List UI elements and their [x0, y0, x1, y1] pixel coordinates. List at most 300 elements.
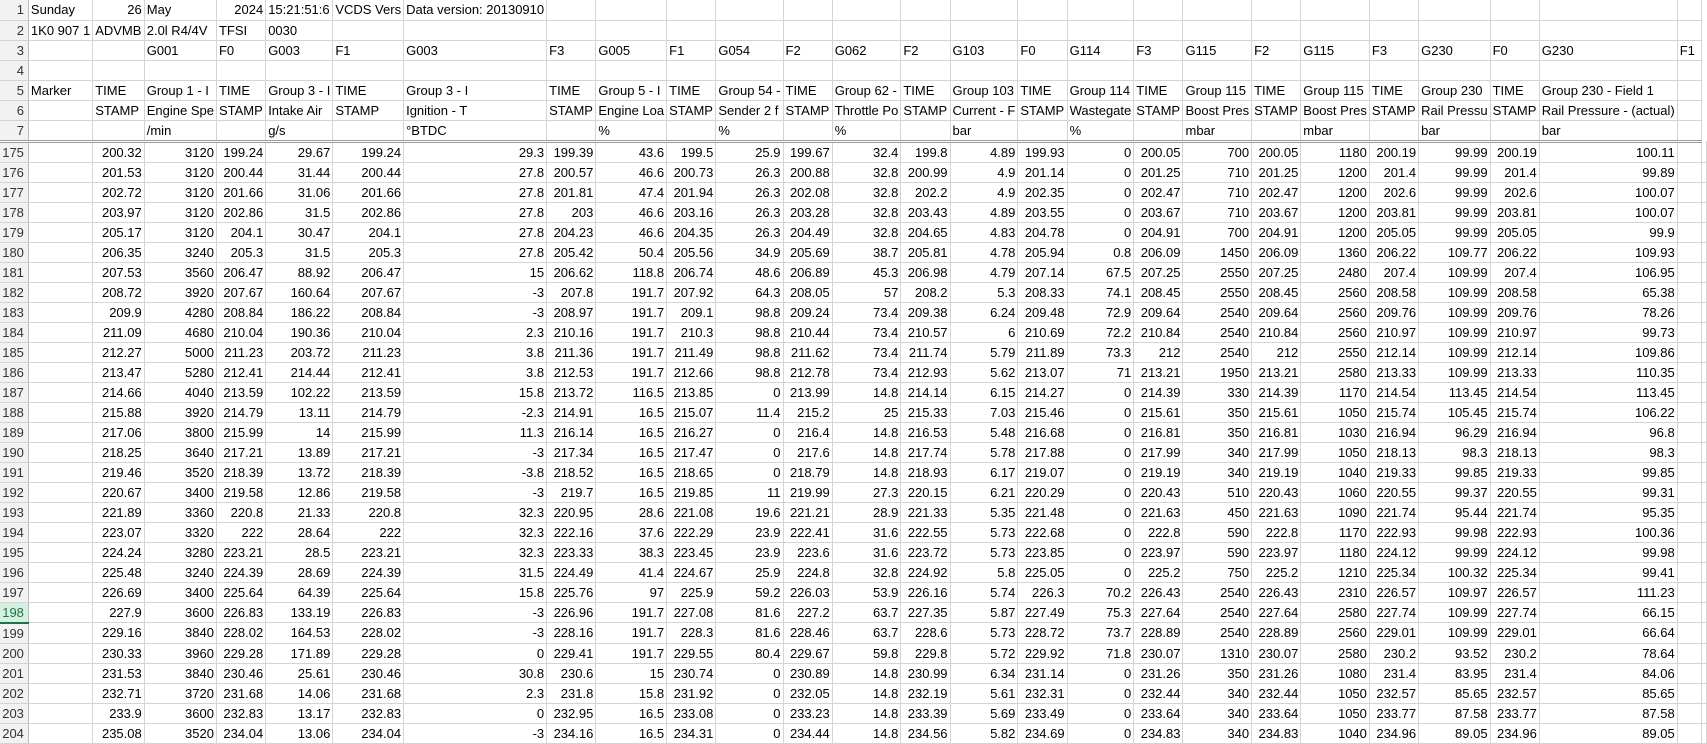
cell[interactable]: 230.99: [901, 663, 950, 683]
cell[interactable]: 0: [1067, 182, 1134, 202]
cell[interactable]: 5.3: [950, 282, 1018, 302]
cell[interactable]: 230.46: [216, 663, 265, 683]
cell[interactable]: 16.5: [596, 703, 667, 723]
cell[interactable]: 27.8: [404, 222, 547, 242]
cell[interactable]: 5.35: [950, 502, 1018, 522]
cell[interactable]: 14.06: [266, 683, 333, 703]
cell[interactable]: 4.9: [950, 182, 1018, 202]
cell[interactable]: 48.6: [716, 262, 783, 282]
cell[interactable]: 85.65: [1419, 683, 1490, 703]
row-header[interactable]: 184: [0, 322, 28, 342]
cell[interactable]: 70.2: [1067, 582, 1134, 602]
cell[interactable]: 222: [333, 522, 404, 542]
cell[interactable]: 2310: [1301, 582, 1370, 602]
cell[interactable]: 214.39: [1252, 382, 1301, 402]
cell[interactable]: [1252, 60, 1301, 80]
cell[interactable]: [1677, 322, 1701, 342]
cell[interactable]: 27.8: [404, 202, 547, 222]
cell[interactable]: [1677, 202, 1701, 222]
cell[interactable]: 12.86: [266, 482, 333, 502]
cell[interactable]: 199.24: [333, 141, 404, 162]
cell[interactable]: 217.88: [1018, 442, 1067, 462]
cell[interactable]: 59.8: [832, 643, 901, 663]
cell[interactable]: 206.09: [1252, 242, 1301, 262]
cell[interactable]: 0: [1067, 382, 1134, 402]
cell[interactable]: 226.57: [1369, 582, 1418, 602]
cell[interactable]: Boost Pres: [1301, 100, 1370, 120]
cell[interactable]: 218.93: [901, 462, 950, 482]
cell[interactable]: 213.85: [667, 382, 716, 402]
cell[interactable]: 207.67: [216, 282, 265, 302]
cell[interactable]: 2480: [1301, 262, 1370, 282]
cell[interactable]: 223.97: [1252, 542, 1301, 562]
cell[interactable]: TIME: [1369, 80, 1418, 100]
cell[interactable]: [1252, 0, 1301, 20]
cell[interactable]: 230.74: [667, 663, 716, 683]
cell[interactable]: 200.05: [1134, 141, 1183, 162]
cell[interactable]: 208.84: [333, 302, 404, 322]
cell[interactable]: 204.23: [547, 222, 596, 242]
cell[interactable]: [596, 0, 667, 20]
cell[interactable]: 2.3: [404, 683, 547, 703]
cell[interactable]: STAMP: [333, 100, 404, 120]
cell[interactable]: [1677, 382, 1701, 402]
cell[interactable]: °BTDC: [404, 120, 547, 141]
cell[interactable]: 0: [716, 442, 783, 462]
cell[interactable]: 209.9: [93, 302, 145, 322]
cell[interactable]: 171.89: [266, 643, 333, 663]
cell[interactable]: 73.4: [832, 322, 901, 342]
cell[interactable]: 31.5: [266, 242, 333, 262]
cell[interactable]: Throttle Po: [832, 100, 901, 120]
cell[interactable]: [404, 20, 547, 40]
cell[interactable]: 200.88: [783, 162, 832, 182]
cell[interactable]: 710: [1183, 162, 1252, 182]
cell[interactable]: 16.5: [596, 422, 667, 442]
cell[interactable]: 191.7: [596, 643, 667, 663]
cell[interactable]: [1702, 442, 1707, 462]
cell[interactable]: [93, 120, 145, 141]
cell[interactable]: 340: [1183, 683, 1252, 703]
cell[interactable]: 73.3: [1067, 342, 1134, 362]
cell[interactable]: 225.64: [216, 582, 265, 602]
cell[interactable]: Data version: 20130910: [404, 0, 547, 20]
cell[interactable]: 212.53: [547, 362, 596, 382]
cell[interactable]: 215.46: [1018, 402, 1067, 422]
cell[interactable]: G003: [266, 40, 333, 60]
cell[interactable]: TIME: [216, 80, 265, 100]
cell[interactable]: 230.89: [783, 663, 832, 683]
cell[interactable]: 64.3: [716, 282, 783, 302]
cell[interactable]: 214.54: [1490, 382, 1539, 402]
cell[interactable]: 231.26: [1252, 663, 1301, 683]
row-header[interactable]: 200: [0, 643, 28, 663]
cell[interactable]: 191.7: [596, 602, 667, 623]
cell[interactable]: F2: [1252, 40, 1301, 60]
cell[interactable]: 6: [950, 322, 1018, 342]
cell[interactable]: G003: [404, 40, 547, 60]
cell[interactable]: 224.12: [1369, 542, 1418, 562]
cell[interactable]: [1018, 60, 1067, 80]
cell[interactable]: 73.4: [832, 302, 901, 322]
cell[interactable]: 26: [93, 0, 145, 20]
cell[interactable]: [1702, 623, 1707, 644]
cell[interactable]: 232.05: [783, 683, 832, 703]
row-header[interactable]: 6: [0, 100, 28, 120]
cell[interactable]: 16.5: [596, 442, 667, 462]
cell[interactable]: 3.8: [404, 362, 547, 382]
cell[interactable]: G062: [832, 40, 901, 60]
cell[interactable]: 199.8: [901, 141, 950, 162]
cell[interactable]: 46.6: [596, 162, 667, 182]
cell[interactable]: 217.21: [333, 442, 404, 462]
cell[interactable]: 15: [596, 663, 667, 683]
cell[interactable]: 234.83: [1252, 723, 1301, 743]
cell[interactable]: 1170: [1301, 522, 1370, 542]
cell[interactable]: 50.4: [596, 242, 667, 262]
cell[interactable]: %: [596, 120, 667, 141]
cell[interactable]: 226.3: [1018, 582, 1067, 602]
cell[interactable]: 11: [716, 482, 783, 502]
cell[interactable]: 0: [716, 422, 783, 442]
cell[interactable]: 224.39: [333, 562, 404, 582]
cell[interactable]: 201.4: [1369, 162, 1418, 182]
cell[interactable]: 3320: [144, 522, 216, 542]
cell[interactable]: 27.8: [404, 162, 547, 182]
cell[interactable]: 100.36: [1539, 522, 1677, 542]
cell[interactable]: 201.4: [1490, 162, 1539, 182]
cell[interactable]: [1369, 0, 1418, 20]
cell[interactable]: TIME: [333, 80, 404, 100]
cell[interactable]: STAMP: [1490, 100, 1539, 120]
cell[interactable]: 223.72: [901, 542, 950, 562]
cell[interactable]: 99.99: [1419, 162, 1490, 182]
cell[interactable]: 212.27: [93, 342, 145, 362]
cell[interactable]: 99.37: [1419, 482, 1490, 502]
cell[interactable]: [1677, 0, 1701, 20]
cell[interactable]: 102.22: [266, 382, 333, 402]
cell[interactable]: 46.6: [596, 202, 667, 222]
cell[interactable]: TIME: [1490, 80, 1539, 100]
row-header[interactable]: 202: [0, 683, 28, 703]
cell[interactable]: 3120: [144, 202, 216, 222]
cell[interactable]: [216, 60, 265, 80]
cell[interactable]: [547, 120, 596, 141]
cell[interactable]: VCDS Vers: [333, 0, 404, 20]
cell[interactable]: [1677, 242, 1701, 262]
cell[interactable]: 233.77: [1490, 703, 1539, 723]
cell[interactable]: 0: [1067, 202, 1134, 222]
cell[interactable]: [1677, 182, 1701, 202]
cell[interactable]: /min: [144, 120, 216, 141]
cell[interactable]: 3120: [144, 182, 216, 202]
cell[interactable]: ADVMB: [93, 20, 145, 40]
cell[interactable]: 232.31: [1018, 683, 1067, 703]
cell[interactable]: 214.79: [216, 402, 265, 422]
cell[interactable]: 225.05: [1018, 562, 1067, 582]
row-header[interactable]: 183: [0, 302, 28, 322]
cell[interactable]: 15.8: [404, 382, 547, 402]
cell[interactable]: [783, 60, 832, 80]
cell[interactable]: 234.69: [1018, 723, 1067, 743]
cell[interactable]: 210.69: [1018, 322, 1067, 342]
cell[interactable]: 233.77: [1369, 703, 1418, 723]
cell[interactable]: 16.5: [596, 723, 667, 743]
cell[interactable]: 227.35: [901, 602, 950, 623]
cell[interactable]: 200.19: [1369, 141, 1418, 162]
cell[interactable]: 228.16: [547, 623, 596, 644]
cell[interactable]: Sender 2 f: [716, 100, 783, 120]
cell[interactable]: 200.73: [667, 162, 716, 182]
cell[interactable]: [1419, 20, 1490, 40]
cell[interactable]: 222.55: [901, 522, 950, 542]
cell[interactable]: 219.07: [1018, 462, 1067, 482]
cell[interactable]: [1702, 683, 1707, 703]
cell[interactable]: 80.4: [716, 643, 783, 663]
cell[interactable]: [1702, 322, 1707, 342]
cell[interactable]: 191.7: [596, 342, 667, 362]
cell[interactable]: 81.6: [716, 623, 783, 644]
cell[interactable]: 31.44: [266, 162, 333, 182]
cell[interactable]: 13.17: [266, 703, 333, 723]
cell[interactable]: 26.3: [716, 222, 783, 242]
cell[interactable]: 231.8: [547, 683, 596, 703]
cell[interactable]: 222.68: [1018, 522, 1067, 542]
cell[interactable]: [28, 703, 92, 723]
cell[interactable]: Group 5 - I: [596, 80, 667, 100]
cell[interactable]: 208.84: [216, 302, 265, 322]
cell[interactable]: 216.94: [1490, 422, 1539, 442]
cell[interactable]: [28, 482, 92, 502]
cell[interactable]: 221.63: [1252, 502, 1301, 522]
cell[interactable]: 205.94: [1018, 242, 1067, 262]
cell[interactable]: [28, 643, 92, 663]
cell[interactable]: 83.95: [1419, 663, 1490, 683]
cell[interactable]: 234.83: [1134, 723, 1183, 743]
row-header[interactable]: 180: [0, 242, 28, 262]
cell[interactable]: 111.23: [1539, 582, 1677, 602]
cell[interactable]: 99.99: [1419, 182, 1490, 202]
cell[interactable]: 219.58: [216, 482, 265, 502]
cell[interactable]: 208.2: [901, 282, 950, 302]
cell[interactable]: 5.69: [950, 703, 1018, 723]
cell[interactable]: 203.43: [901, 202, 950, 222]
cell[interactable]: 32.8: [832, 202, 901, 222]
cell[interactable]: 4280: [144, 302, 216, 322]
cell[interactable]: 160.64: [266, 282, 333, 302]
cell[interactable]: 202.47: [1134, 182, 1183, 202]
cell[interactable]: 32.4: [832, 141, 901, 162]
cell[interactable]: 220.29: [1018, 482, 1067, 502]
cell[interactable]: [901, 20, 950, 40]
cell[interactable]: 222.41: [783, 522, 832, 542]
cell[interactable]: Boost Pres: [1183, 100, 1252, 120]
cell[interactable]: 700: [1183, 222, 1252, 242]
cell[interactable]: 234.44: [783, 723, 832, 743]
cell[interactable]: Current - F: [950, 100, 1018, 120]
cell[interactable]: [1539, 0, 1677, 20]
cell[interactable]: 232.19: [901, 683, 950, 703]
cell[interactable]: 213.59: [333, 382, 404, 402]
cell[interactable]: [1702, 462, 1707, 482]
cell[interactable]: -3: [404, 282, 547, 302]
cell[interactable]: 201.81: [547, 182, 596, 202]
cell[interactable]: -3: [404, 723, 547, 743]
cell[interactable]: 222.16: [547, 522, 596, 542]
cell[interactable]: [28, 723, 92, 743]
cell[interactable]: 234.16: [547, 723, 596, 743]
cell[interactable]: 200.99: [901, 162, 950, 182]
cell[interactable]: 27.3: [832, 482, 901, 502]
row-header[interactable]: 197: [0, 582, 28, 602]
cell[interactable]: [1677, 462, 1701, 482]
cell[interactable]: [1677, 120, 1701, 141]
cell[interactable]: 217.99: [1252, 442, 1301, 462]
cell[interactable]: [1677, 100, 1701, 120]
cell[interactable]: F3: [1369, 40, 1418, 60]
cell[interactable]: 208.05: [783, 282, 832, 302]
cell[interactable]: 228.02: [333, 623, 404, 644]
cell[interactable]: [1490, 120, 1539, 141]
cell[interactable]: [1369, 120, 1418, 141]
cell[interactable]: 220.67: [93, 482, 145, 502]
cell[interactable]: [901, 0, 950, 20]
cell[interactable]: TIME: [783, 80, 832, 100]
cell[interactable]: 224.8: [783, 562, 832, 582]
cell[interactable]: 202.47: [1252, 182, 1301, 202]
cell[interactable]: [547, 60, 596, 80]
cell[interactable]: [28, 502, 92, 522]
cell[interactable]: 234.96: [1490, 723, 1539, 743]
cell[interactable]: [1301, 0, 1370, 20]
cell[interactable]: 32.8: [832, 182, 901, 202]
cell[interactable]: 228.02: [216, 623, 265, 644]
cell[interactable]: 234.56: [901, 723, 950, 743]
cell[interactable]: 215.61: [1252, 402, 1301, 422]
cell[interactable]: 3600: [144, 602, 216, 623]
cell[interactable]: Group 115: [1183, 80, 1252, 100]
cell[interactable]: 109.99: [1419, 623, 1490, 644]
cell[interactable]: [1419, 60, 1490, 80]
cell[interactable]: 25.9: [716, 141, 783, 162]
cell[interactable]: Engine Spe: [144, 100, 216, 120]
cell[interactable]: 191.7: [596, 322, 667, 342]
cell[interactable]: [1301, 20, 1370, 40]
cell[interactable]: 1200: [1301, 202, 1370, 222]
cell[interactable]: [1677, 222, 1701, 242]
cell[interactable]: 209.38: [901, 302, 950, 322]
cell[interactable]: [1702, 342, 1707, 362]
cell[interactable]: 209.48: [1018, 302, 1067, 322]
cell[interactable]: 109.97: [1419, 582, 1490, 602]
cell[interactable]: 1060: [1301, 482, 1370, 502]
cell[interactable]: 28.9: [832, 502, 901, 522]
cell[interactable]: 99.99: [1419, 542, 1490, 562]
cell[interactable]: 220.55: [1490, 482, 1539, 502]
cell[interactable]: 230.6: [547, 663, 596, 683]
cell[interactable]: 210.3: [667, 322, 716, 342]
cell[interactable]: bar: [950, 120, 1018, 141]
cell[interactable]: 1080: [1301, 663, 1370, 683]
cell[interactable]: [1369, 20, 1418, 40]
cell[interactable]: 208.97: [547, 302, 596, 322]
cell[interactable]: 53.9: [832, 582, 901, 602]
cell[interactable]: [1677, 342, 1701, 362]
cell[interactable]: F0: [1490, 40, 1539, 60]
cell[interactable]: [1702, 663, 1707, 683]
cell[interactable]: 225.9: [667, 582, 716, 602]
cell[interactable]: TIME: [1018, 80, 1067, 100]
cell[interactable]: 206.22: [1369, 242, 1418, 262]
cell[interactable]: TIME: [1134, 80, 1183, 100]
cell[interactable]: 230.07: [1252, 643, 1301, 663]
cell[interactable]: 14.8: [832, 442, 901, 462]
cell[interactable]: [28, 542, 92, 562]
cell[interactable]: 207.4: [1490, 262, 1539, 282]
cell[interactable]: 3640: [144, 442, 216, 462]
cell[interactable]: 211.74: [901, 342, 950, 362]
cell[interactable]: 203.67: [1134, 202, 1183, 222]
row-header[interactable]: 4: [0, 60, 28, 80]
cell[interactable]: G230: [1419, 40, 1490, 60]
cell[interactable]: 2560: [1301, 322, 1370, 342]
cell[interactable]: 0.8: [1067, 242, 1134, 262]
cell[interactable]: 231.4: [1490, 663, 1539, 683]
cell[interactable]: 1200: [1301, 222, 1370, 242]
cell[interactable]: 78.26: [1539, 302, 1677, 322]
cell[interactable]: 6.21: [950, 482, 1018, 502]
cell[interactable]: 221.74: [1369, 502, 1418, 522]
cell[interactable]: 31.5: [404, 562, 547, 582]
cell[interactable]: 199.24: [216, 141, 265, 162]
cell[interactable]: 38.7: [832, 242, 901, 262]
cell[interactable]: 221.63: [1134, 502, 1183, 522]
cell[interactable]: 201.53: [93, 162, 145, 182]
cell[interactable]: Rail Pressu: [1419, 100, 1490, 120]
cell[interactable]: 15:21:51:6: [266, 0, 333, 20]
cell[interactable]: 99.99: [1419, 202, 1490, 222]
cell[interactable]: 234.04: [333, 723, 404, 743]
cell[interactable]: 4680: [144, 322, 216, 342]
cell[interactable]: [1369, 60, 1418, 80]
cell[interactable]: [1067, 60, 1134, 80]
cell[interactable]: 5.48: [950, 422, 1018, 442]
cell[interactable]: 216.94: [1369, 422, 1418, 442]
cell[interactable]: [667, 20, 716, 40]
cell[interactable]: 78.64: [1539, 643, 1677, 663]
cell[interactable]: 203.81: [1490, 202, 1539, 222]
cell[interactable]: %: [832, 120, 901, 141]
cell[interactable]: 89.05: [1419, 723, 1490, 743]
cell[interactable]: [716, 20, 783, 40]
cell[interactable]: 66.15: [1539, 602, 1677, 623]
cell[interactable]: 7.03: [950, 402, 1018, 422]
cell[interactable]: 1200: [1301, 162, 1370, 182]
row-header[interactable]: 195: [0, 542, 28, 562]
cell[interactable]: [1702, 282, 1707, 302]
cell[interactable]: 214.14: [901, 382, 950, 402]
cell[interactable]: [28, 222, 92, 242]
cell[interactable]: [1677, 442, 1701, 462]
cell[interactable]: 217.6: [783, 442, 832, 462]
cell[interactable]: 27.8: [404, 242, 547, 262]
cell[interactable]: 164.53: [266, 623, 333, 644]
cell[interactable]: [1677, 402, 1701, 422]
cell[interactable]: 97: [596, 582, 667, 602]
cell[interactable]: [1702, 402, 1707, 422]
cell[interactable]: 5.82: [950, 723, 1018, 743]
cell[interactable]: TIME: [1252, 80, 1301, 100]
